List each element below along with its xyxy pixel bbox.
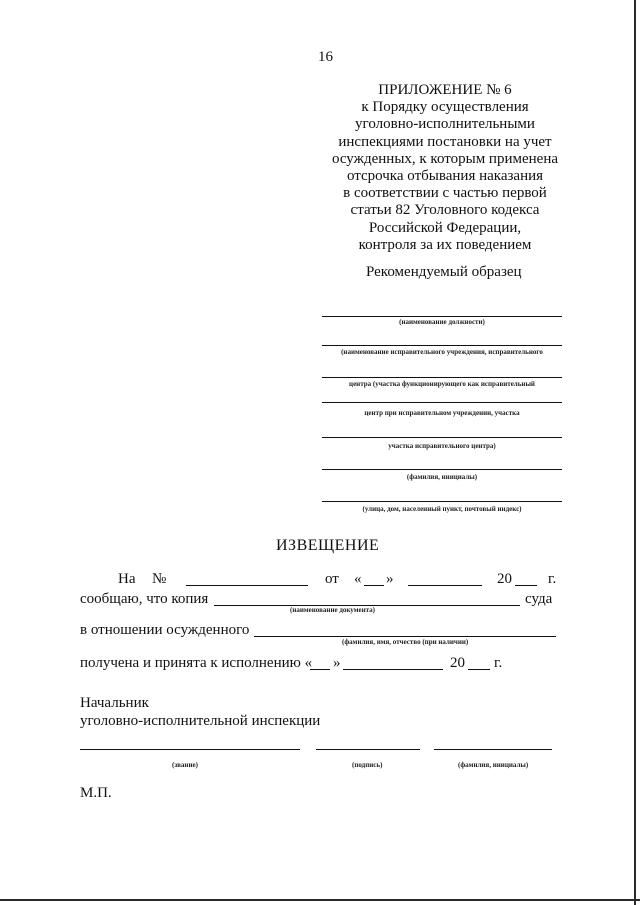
sample-label: Рекомендуемый образец: [366, 264, 522, 280]
signer-name-field[interactable]: [434, 749, 552, 750]
stamp-place: М.П.: [80, 785, 112, 801]
appendix-line: статьи 82 Уголовного кодекса: [350, 202, 540, 219]
na-label: На: [118, 571, 136, 587]
appendix-line: контроля за их поведением: [358, 236, 532, 253]
convict-text: в отношении осужденного: [80, 622, 250, 638]
year-field[interactable]: [515, 585, 537, 586]
name-line[interactable]: [322, 469, 562, 470]
appendix-line: инспекциями постановки на учет: [338, 133, 552, 150]
appendix-line: в соответствии с частью первой: [343, 185, 547, 202]
received-month-field[interactable]: [343, 669, 443, 670]
rank-caption: (звание): [172, 761, 198, 769]
institution-caption-4: участка исправительного центра): [388, 442, 496, 450]
page-number: 16: [318, 49, 333, 65]
copy-text: сообщаю, что копия: [80, 591, 209, 607]
institution-line-4[interactable]: [322, 437, 562, 438]
appendix-line: уголовно-исполнительными: [355, 116, 535, 133]
court-word: суда: [525, 591, 553, 607]
rank-field[interactable]: [80, 749, 300, 750]
institution-caption-2: центра (участка функционирующего как исправительный: [349, 380, 535, 388]
appendix-line: Российской Федерации,: [368, 219, 522, 236]
appendix-line: осужденных, к которым применена: [331, 150, 559, 167]
signature-field[interactable]: [316, 749, 420, 750]
chief-label: Начальник: [80, 695, 149, 711]
institution-caption-3: центр при исправительном учреждении, участка: [364, 409, 520, 417]
appendix-line: к Порядку осуществления: [361, 99, 529, 116]
quote-close: »: [386, 571, 394, 587]
appendix-line: отсрочка отбывания наказания: [346, 168, 544, 185]
institution-line-2[interactable]: [322, 377, 562, 378]
appendix-title: ПРИЛОЖЕНИЕ № 6: [378, 82, 512, 98]
page-edge-right: [634, 0, 636, 905]
position-caption: (наименование должности): [399, 318, 485, 326]
document-caption: (наименование документа): [290, 606, 375, 614]
institution-line-3[interactable]: [322, 402, 562, 403]
month-field[interactable]: [408, 585, 482, 586]
day-field[interactable]: [364, 585, 384, 586]
inspection-label: уголовно-исполнительной инспекции: [80, 713, 321, 729]
received-quote-close: »: [333, 655, 341, 671]
address-line[interactable]: [322, 501, 562, 502]
institution-line-1[interactable]: [322, 345, 562, 346]
ot-label: от: [325, 571, 339, 587]
received-text: получена и принята к исполнению «: [80, 655, 313, 671]
received-year-field[interactable]: [468, 669, 490, 670]
institution-caption-1: (наименование исправительного учреждения, исправительного: [341, 348, 543, 356]
received-year-prefix: 20: [450, 655, 465, 671]
year-suffix: г.: [548, 571, 557, 587]
page-edge-bottom: [0, 899, 640, 901]
year-prefix: 20: [497, 571, 512, 587]
number-field[interactable]: [186, 585, 308, 586]
sign-caption: (подпись): [352, 761, 383, 769]
name-caption: (фамилия, инициалы): [406, 473, 478, 481]
received-year-suffix: г.: [494, 655, 503, 671]
received-day-field[interactable]: [310, 669, 330, 670]
notice-title: ИЗВЕЩЕНИЕ: [276, 537, 380, 554]
number-sign: №: [152, 571, 167, 587]
convict-caption: (фамилия, имя, отчество (при наличии): [342, 638, 469, 646]
address-caption: (улица, дом, населенный пункт, почтовый индекс): [362, 505, 522, 513]
position-line[interactable]: [322, 316, 562, 317]
quote-open: «: [354, 571, 362, 587]
appendix-header: [300, 82, 590, 254]
signer-name-caption: (фамилия, инициалы): [458, 761, 529, 769]
convict-name-field[interactable]: [254, 636, 556, 637]
